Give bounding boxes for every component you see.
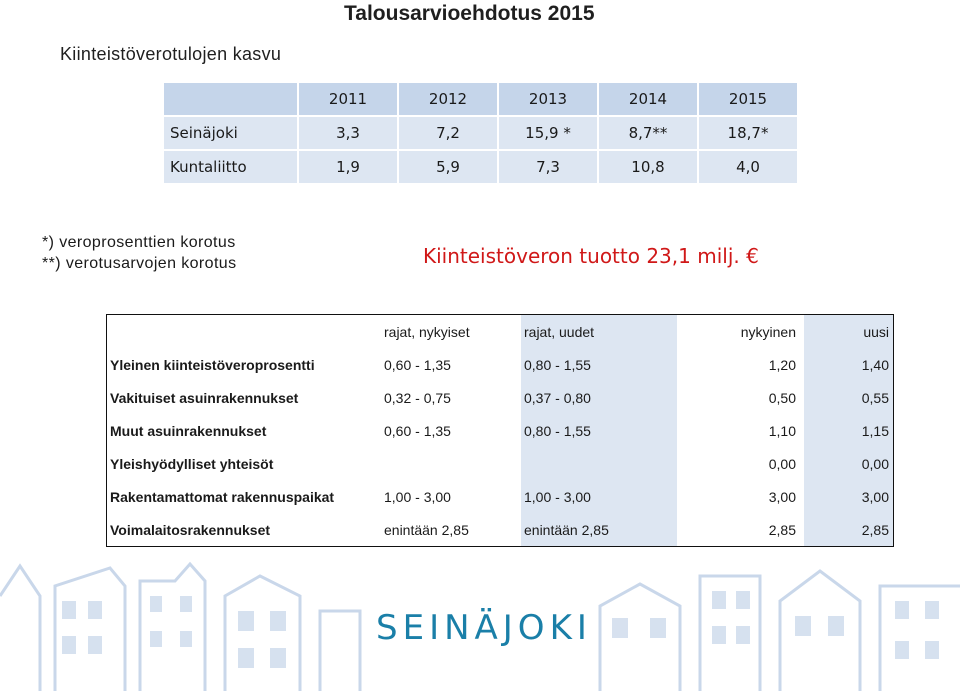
growth-cell: 1,9 bbox=[299, 151, 397, 183]
rate-new: 0,00 bbox=[804, 447, 893, 480]
rate-label: Muut asuinrakennukset bbox=[110, 422, 267, 439]
rate-new-range bbox=[521, 447, 677, 480]
rate-label: Yleishyödylliset yhteisöt bbox=[110, 455, 274, 472]
rate-current: 2,85 bbox=[768, 521, 796, 538]
table-row bbox=[107, 447, 893, 480]
rate-new-range: 1,00 - 3,00 bbox=[521, 480, 677, 513]
header-new: uusi bbox=[804, 315, 893, 348]
table-row bbox=[107, 513, 893, 546]
growth-cell: 15,9 * bbox=[499, 117, 597, 149]
rate-new: 0,55 bbox=[804, 381, 893, 414]
rate-current-range bbox=[381, 447, 521, 480]
tax-yield-text: Kiinteistöveron tuotto 23,1 milj. € bbox=[423, 244, 759, 268]
seinajoki-logo: SEINÄJOKI bbox=[376, 608, 592, 648]
year-header: 2015 bbox=[699, 83, 797, 115]
rate-current: 0,00 bbox=[768, 455, 796, 472]
rate-new-range: 0,80 - 1,55 bbox=[521, 348, 677, 381]
rates-table-frame bbox=[106, 314, 894, 547]
year-header: 2012 bbox=[399, 83, 497, 115]
footnotes bbox=[42, 232, 237, 274]
footnote-2: **) verotusarvojen korotus bbox=[42, 255, 237, 272]
rates-table-header bbox=[107, 315, 893, 348]
rate-label: Vakituiset asuinrakennukset bbox=[110, 389, 299, 406]
rates-table bbox=[107, 315, 893, 546]
row-label: Seinäjoki bbox=[164, 117, 297, 149]
growth-row-kuntaliitto bbox=[164, 151, 797, 183]
page-subtitle: Kiinteistöverotulojen kasvu bbox=[60, 44, 282, 64]
rate-label: Rakentamattomat rakennuspaikat bbox=[110, 488, 335, 505]
rate-new: 3,00 bbox=[804, 480, 893, 513]
rate-new: 1,40 bbox=[804, 348, 893, 381]
page-title: Talousarvioehdotus 2015 bbox=[344, 2, 595, 25]
rate-new: 1,15 bbox=[804, 414, 893, 447]
rate-current: 1,10 bbox=[768, 422, 796, 439]
growth-cell: 4,0 bbox=[699, 151, 797, 183]
rate-current-range: 0,60 - 1,35 bbox=[384, 356, 451, 373]
header-current: nykyinen bbox=[740, 323, 796, 340]
year-header: 2013 bbox=[499, 83, 597, 115]
year-header: 2014 bbox=[599, 83, 697, 115]
year-header: 2011 bbox=[299, 83, 397, 115]
table-row bbox=[107, 480, 893, 513]
growth-table bbox=[162, 81, 799, 185]
table-row bbox=[107, 348, 893, 381]
growth-cell: 7,2 bbox=[399, 117, 497, 149]
rate-current: 3,00 bbox=[768, 488, 796, 505]
rate-label: Voimalaitosrakennukset bbox=[110, 521, 271, 538]
growth-table-header bbox=[164, 83, 797, 115]
rate-new: 2,85 bbox=[804, 513, 893, 546]
growth-cell: 8,7** bbox=[599, 117, 697, 149]
rate-current-range: enintään 2,85 bbox=[384, 521, 469, 538]
rates-header-blank bbox=[107, 315, 381, 348]
rate-new-range: 0,37 - 0,80 bbox=[521, 381, 677, 414]
growth-header-blank bbox=[164, 83, 297, 115]
header-new-range: rajat, uudet bbox=[521, 315, 677, 348]
rate-current-range: 1,00 - 3,00 bbox=[384, 488, 451, 505]
rate-new-range: 0,80 - 1,55 bbox=[521, 414, 677, 447]
rate-current: 0,50 bbox=[768, 389, 796, 406]
growth-cell: 7,3 bbox=[499, 151, 597, 183]
rate-current-range: 0,32 - 0,75 bbox=[384, 389, 451, 406]
rate-label: Yleinen kiinteistöveroprosentti bbox=[110, 356, 315, 373]
growth-cell: 10,8 bbox=[599, 151, 697, 183]
rate-current: 1,20 bbox=[768, 356, 796, 373]
growth-cell: 3,3 bbox=[299, 117, 397, 149]
header-current-range: rajat, nykyiset bbox=[384, 323, 470, 340]
table-row bbox=[107, 414, 893, 447]
rate-current-range: 0,60 - 1,35 bbox=[384, 422, 451, 439]
growth-cell: 18,7* bbox=[699, 117, 797, 149]
rate-new-range: enintään 2,85 bbox=[521, 513, 677, 546]
footnote-1: *) veroprosenttien korotus bbox=[42, 234, 236, 251]
table-row bbox=[107, 381, 893, 414]
growth-cell: 5,9 bbox=[399, 151, 497, 183]
growth-row-seinajoki bbox=[164, 117, 797, 149]
row-label: Kuntaliitto bbox=[164, 151, 297, 183]
